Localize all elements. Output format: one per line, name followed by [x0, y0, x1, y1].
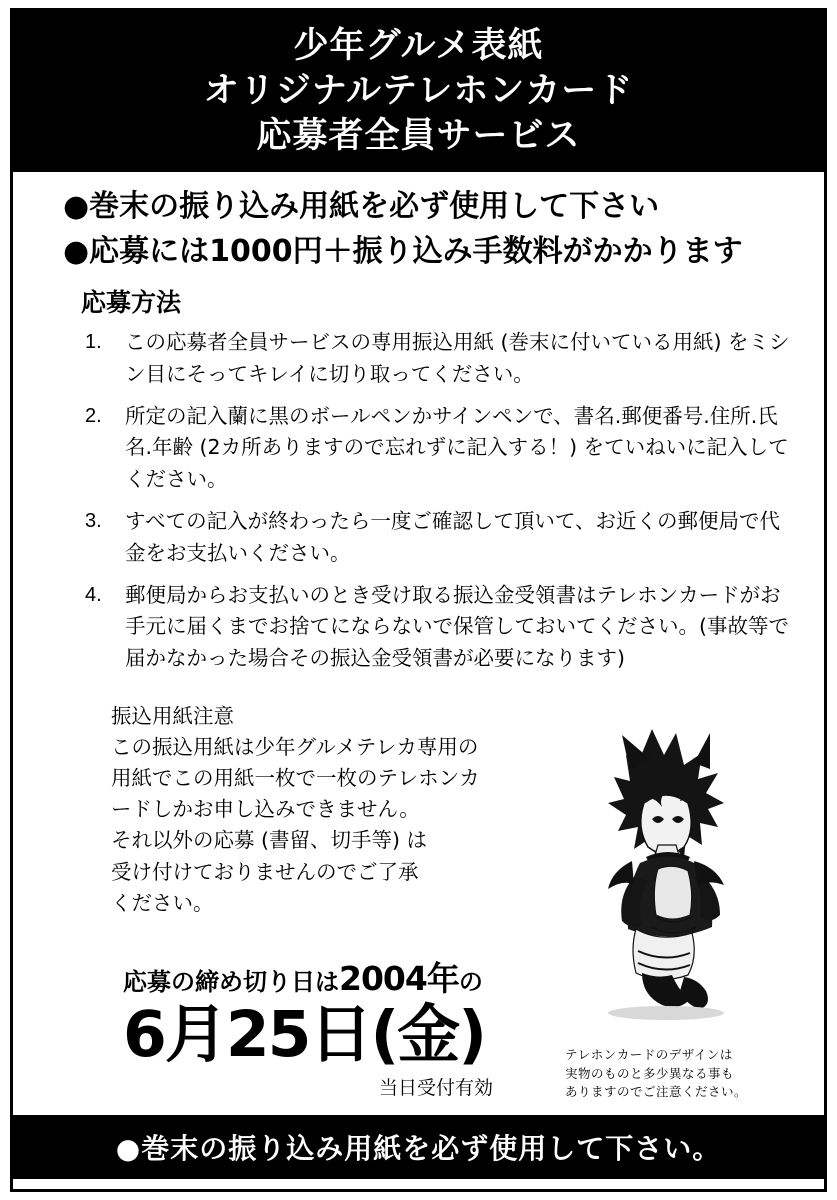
step-text: 所定の記入蘭に黒のボールペンかサインペンで、書名.郵便番号.住所.氏名.年齢 (2カ所ありますので忘れずに記入する！) をていねいに記入してください。	[125, 403, 789, 492]
header-banner	[13, 11, 824, 172]
notice-line: 振込用紙注意	[111, 703, 234, 728]
step-number: 1.	[85, 331, 102, 354]
list-item	[81, 401, 798, 496]
application-method-heading: 応募方法	[81, 288, 182, 318]
list-item	[81, 580, 798, 675]
footer-text: ●巻末の振り込み用紙を必ず使用して下さい。	[115, 1132, 722, 1165]
notice-line: ードしかお申し込みできません。	[111, 797, 420, 822]
header-line-2: オリジナルテレホンカード	[203, 71, 634, 112]
notice-line: それ以外の応募 (書留、切手等) は	[111, 828, 428, 853]
caption-line: テレホンカードのデザインは	[565, 1046, 733, 1062]
list-item	[81, 506, 798, 570]
step-number: 2.	[85, 404, 102, 427]
transfer-form-notice	[111, 701, 541, 919]
step-text: 郵便局からお支払いのとき受け取る振込金受領書はテレホンカードがお手元に届くまでお捨てにならないで保管しておいてください。(事故等で届かなかった場合その振込金受領書が必要になります)	[125, 582, 789, 671]
list-item	[81, 327, 798, 391]
notice-line: この振込用紙は少年グルメテレカ専用の	[111, 735, 479, 759]
lower-section	[39, 701, 798, 1100]
notice-line: 受け付けておりませんのでご了承	[111, 859, 419, 884]
main-content	[13, 172, 824, 1115]
illustration-disclaimer	[565, 1046, 780, 1102]
application-steps-list	[39, 327, 798, 675]
bullet-note-2: ●応募には1000円＋振り込み手数料がかかります	[63, 233, 743, 269]
step-number: 3.	[85, 510, 102, 533]
header-line-3: 応募者全員サービス	[256, 115, 581, 156]
caption-line: ありますのでご注意ください。	[565, 1084, 748, 1100]
bullet-note-1: ●巻末の振り込み用紙を必ず使用して下さい	[63, 189, 660, 224]
step-text: すべての記入が終わったら一度ご確認して頂いて、お近くの郵便局で代金をお支払いください。	[125, 509, 780, 565]
deadline-lead-tail: の	[458, 967, 483, 996]
notice-line: ください。	[111, 890, 214, 915]
deadline-date: 6月25日(金)	[123, 997, 486, 1071]
caption-line: 実物のものと多少異なる事も	[565, 1065, 735, 1081]
same-day-valid-note: 当日受付有効	[379, 1076, 494, 1099]
footer-banner	[13, 1115, 824, 1179]
deadline-year: 2004年	[339, 958, 459, 998]
header-line-1: 少年グルメ表紙	[293, 26, 544, 67]
character-illustration-svg	[534, 711, 784, 1041]
notice-line: 用紙でこの用紙一枚で一枚のテレホンカ	[111, 766, 480, 791]
character-illustration	[534, 711, 784, 1041]
step-number: 4.	[85, 583, 102, 606]
deadline-lead-text: 応募の締め切り日は	[123, 967, 339, 996]
step-text: この応募者全員サービスの専用振込用紙 (巻末に付いている用紙) をミシン目にそってキレイに切り取ってください。	[125, 330, 790, 386]
